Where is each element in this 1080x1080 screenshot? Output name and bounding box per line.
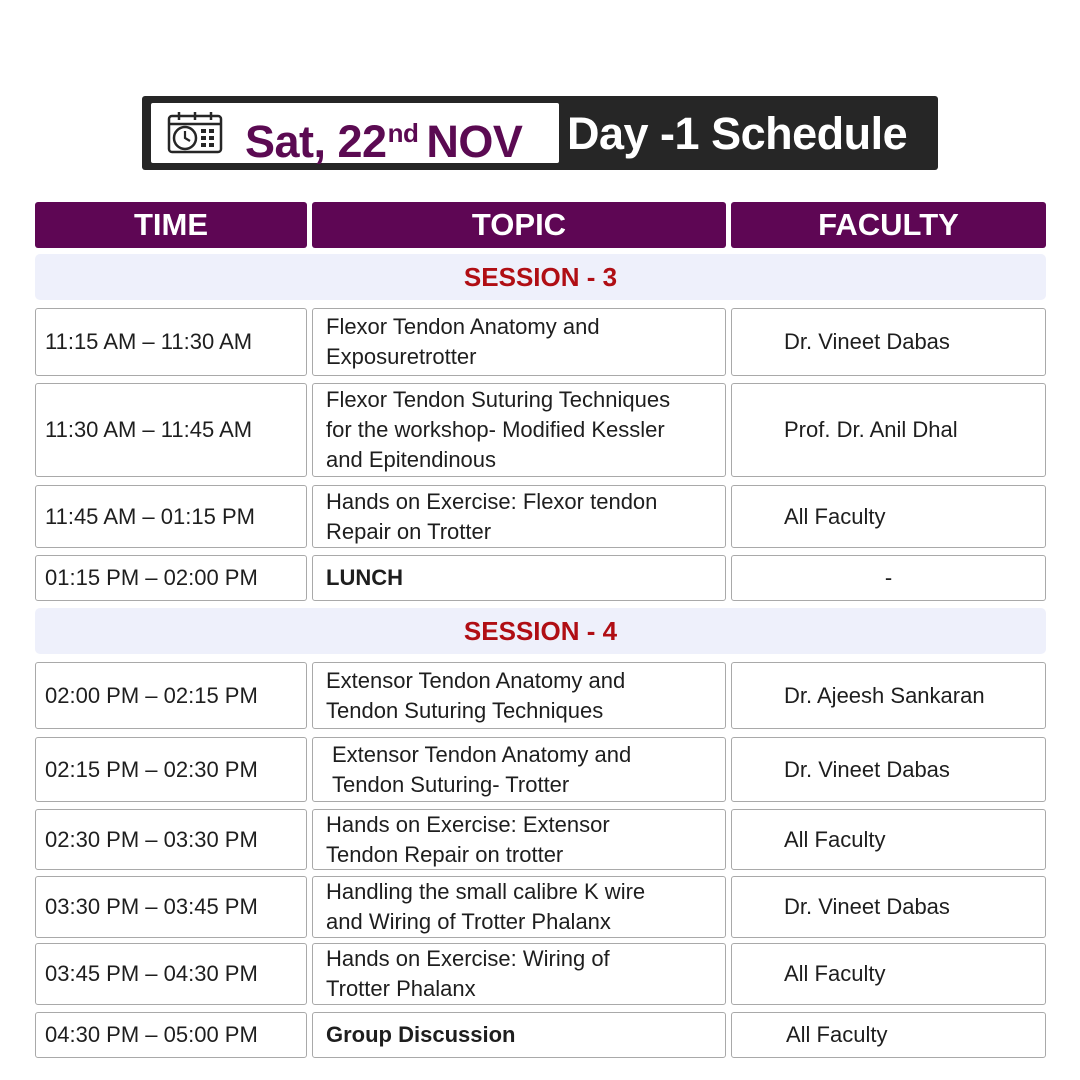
date-main: Sat, 22 — [245, 116, 387, 167]
topic-cell: Flexor Tendon Anatomy and Exposuretrotter — [312, 308, 726, 376]
header-banner — [142, 96, 938, 170]
time-cell: 03:45 PM – 04:30 PM — [35, 943, 307, 1005]
session-header: SESSION - 3 — [35, 254, 1046, 300]
time-cell: 11:30 AM – 11:45 AM — [35, 383, 307, 477]
date-badge — [151, 103, 559, 167]
time-cell: 02:00 PM – 02:15 PM — [35, 662, 307, 729]
column-header-time: TIME — [35, 202, 307, 248]
faculty-cell: Dr. Vineet Dabas — [731, 308, 1046, 376]
faculty-cell: Dr. Vineet Dabas — [731, 876, 1046, 938]
topic-cell: Hands on Exercise: Extensor Tendon Repair on trotter — [312, 809, 726, 870]
faculty-cell: All Faculty — [731, 485, 1046, 548]
faculty-cell: All Faculty — [731, 943, 1046, 1005]
column-header-faculty: FACULTY — [731, 202, 1046, 248]
schedule-date — [245, 110, 522, 165]
faculty-cell: Prof. Dr. Anil Dhal — [731, 383, 1046, 477]
faculty-cell: Dr. Vineet Dabas — [731, 737, 1046, 802]
faculty-cell: All Faculty — [731, 809, 1046, 870]
topic-cell: LUNCH — [312, 555, 726, 601]
date-suffix: nd — [387, 118, 419, 148]
page-title: Day -1 Schedule — [567, 108, 908, 159]
time-cell: 02:30 PM – 03:30 PM — [35, 809, 307, 870]
session-header: SESSION - 4 — [35, 608, 1046, 654]
calendar-clock-icon — [165, 112, 227, 156]
time-cell: 04:30 PM – 05:00 PM — [35, 1012, 307, 1058]
topic-cell: Extensor Tendon Anatomy and Tendon Suturing- Trotter — [312, 737, 726, 802]
topic-cell: Flexor Tendon Suturing Techniques for the workshop- Modified Kessler and Epitendinous — [312, 383, 726, 477]
time-cell: 02:15 PM – 02:30 PM — [35, 737, 307, 802]
faculty-cell: All Faculty — [731, 1012, 1046, 1058]
column-header-topic: TOPIC — [312, 202, 726, 248]
time-cell: 11:15 AM – 11:30 AM — [35, 308, 307, 376]
topic-cell: Hands on Exercise: Flexor tendon Repair on Trotter — [312, 485, 726, 548]
date-month: NOV — [426, 116, 523, 167]
time-cell: 01:15 PM – 02:00 PM — [35, 555, 307, 601]
topic-cell: Handling the small calibre K wire and Wiring of Trotter Phalanx — [312, 876, 726, 938]
time-cell: 03:30 PM – 03:45 PM — [35, 876, 307, 938]
faculty-cell: - — [731, 555, 1046, 601]
topic-cell: Extensor Tendon Anatomy and Tendon Suturing Techniques — [312, 662, 726, 729]
time-cell: 11:45 AM – 01:15 PM — [35, 485, 307, 548]
topic-cell: Hands on Exercise: Wiring of Trotter Phalanx — [312, 943, 726, 1005]
faculty-cell: Dr. Ajeesh Sankaran — [731, 662, 1046, 729]
topic-cell: Group Discussion — [312, 1012, 726, 1058]
